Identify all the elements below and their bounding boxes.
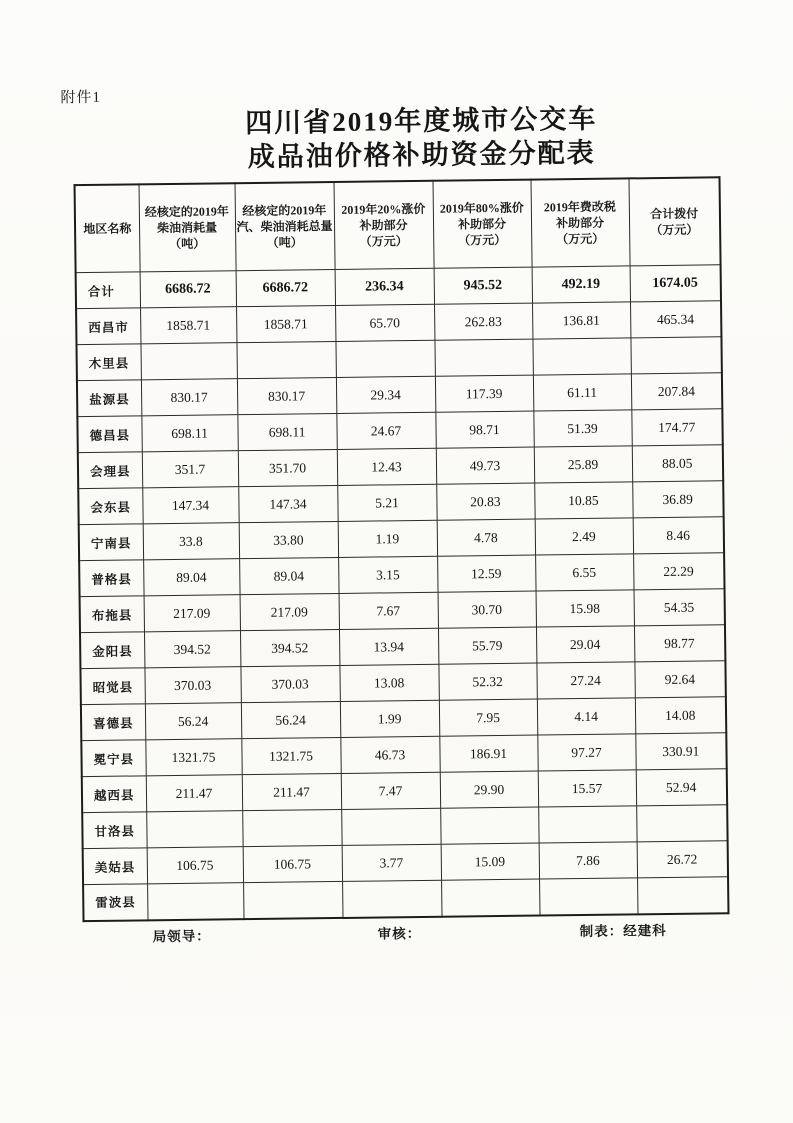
value-cell: 3.77: [342, 844, 441, 881]
value-cell: 174.77: [631, 409, 722, 446]
column-header-line: 2019年费改税: [543, 199, 616, 215]
value-cell: [146, 811, 242, 848]
value-cell: 33.8: [143, 523, 239, 560]
value-cell: [236, 341, 335, 378]
value-cell: 22.29: [633, 553, 724, 590]
region-cell: 昭觉县: [80, 668, 144, 705]
value-cell: 55.79: [438, 627, 536, 664]
column-header-line: 地区名称: [83, 221, 132, 237]
value-cell: 698.11: [141, 415, 237, 452]
column-header: [433, 180, 532, 269]
value-cell: 1858.71: [236, 305, 335, 342]
table-body: [76, 265, 729, 921]
value-cell: 5.21: [337, 484, 436, 521]
region-cell: 合计: [76, 272, 140, 309]
value-cell: 52.32: [438, 663, 536, 700]
value-cell: 351.70: [238, 449, 337, 486]
value-cell: 1.19: [338, 520, 437, 557]
value-cell: [242, 809, 341, 846]
value-cell: 7.67: [339, 592, 438, 629]
value-cell: 136.81: [532, 302, 630, 339]
column-header-line: （吨）: [169, 236, 206, 252]
value-cell: 89.04: [143, 559, 239, 596]
value-cell: 117.39: [435, 375, 533, 412]
preparer-label: 制表：经建科: [579, 922, 667, 940]
value-cell: [636, 805, 727, 842]
value-cell: 211.47: [146, 775, 242, 812]
column-header: [235, 182, 335, 271]
column-header-line: 经核定的2019年: [144, 204, 229, 220]
value-cell: 15.98: [536, 590, 634, 627]
value-cell: 33.80: [239, 521, 338, 558]
region-cell: 西昌市: [76, 308, 140, 345]
value-cell: 106.75: [147, 847, 243, 884]
value-cell: 2.49: [535, 518, 633, 555]
value-cell: 394.52: [240, 629, 339, 666]
value-cell: 65.70: [335, 304, 434, 341]
value-cell: [341, 808, 440, 845]
column-header-line: 补助部分: [359, 218, 408, 233]
value-cell: 8.46: [633, 517, 724, 554]
value-cell: 92.64: [634, 661, 725, 698]
value-cell: 27.24: [536, 662, 634, 699]
value-cell: 217.09: [240, 593, 339, 630]
value-cell: 61.11: [533, 374, 631, 411]
value-cell: 945.52: [434, 267, 532, 304]
value-cell: [539, 878, 637, 915]
value-cell: [441, 879, 539, 916]
review-signature-label: 审核：: [377, 925, 422, 942]
value-cell: 51.39: [533, 410, 631, 447]
value-cell: 29.90: [440, 771, 538, 808]
value-cell: 6686.72: [140, 271, 236, 308]
value-cell: 698.11: [237, 413, 336, 450]
value-cell: [538, 806, 636, 843]
value-cell: 7.86: [539, 842, 637, 879]
region-cell: 越西县: [82, 776, 146, 813]
column-header: [629, 177, 721, 266]
region-cell: 德昌县: [77, 416, 141, 453]
region-cell: 普格县: [79, 560, 143, 597]
value-cell: 15.57: [538, 770, 636, 807]
value-cell: 25.89: [534, 446, 632, 483]
table-row: [83, 877, 728, 921]
value-cell: 49.73: [436, 447, 534, 484]
value-cell: 330.91: [635, 733, 726, 770]
value-cell: 394.52: [144, 631, 240, 668]
column-header-line: 补助部分: [555, 215, 605, 231]
value-cell: 52.94: [636, 769, 727, 806]
column-header-line: 柴油消耗量: [156, 220, 218, 236]
value-cell: 830.17: [141, 379, 237, 416]
allocation-table: [74, 176, 730, 921]
column-header-line: 2019年20%涨价: [341, 201, 426, 217]
value-cell: 1674.05: [630, 265, 721, 302]
column-header-line: （万元）: [458, 232, 507, 248]
value-cell: 1321.75: [241, 737, 340, 774]
value-cell: 98.77: [634, 625, 725, 662]
value-cell: 4.14: [537, 698, 635, 735]
table-header-row: [75, 177, 721, 272]
value-cell: [140, 343, 236, 380]
value-cell: 217.09: [144, 595, 240, 632]
value-cell: 20.83: [436, 483, 534, 520]
value-cell: 29.04: [536, 626, 634, 663]
region-cell: 甘洛县: [82, 812, 146, 849]
region-cell: 喜德县: [81, 704, 145, 741]
column-header: [531, 178, 630, 267]
value-cell: 6686.72: [236, 269, 335, 306]
value-cell: 1858.71: [140, 307, 236, 344]
value-cell: 7.47: [341, 772, 440, 809]
column-header-line: （吨）: [266, 235, 303, 250]
value-cell: 3.15: [338, 556, 437, 593]
column-header: [334, 181, 434, 270]
attachment-label: 附件1: [60, 89, 102, 107]
value-cell: 56.24: [241, 701, 340, 738]
column-header: [139, 183, 236, 272]
column-header-line: 经核定的2019年: [242, 203, 327, 219]
region-cell: 宁南县: [79, 524, 143, 561]
value-cell: 6.55: [535, 554, 633, 591]
column-header-line: 汽、柴油消耗总量: [236, 219, 333, 235]
region-cell: 冕宁县: [81, 740, 145, 777]
value-cell: [243, 881, 342, 918]
region-cell: 雷波县: [83, 884, 147, 921]
value-cell: 830.17: [237, 377, 336, 414]
value-cell: [147, 883, 243, 920]
leader-signature-label: 局领导：: [152, 928, 211, 945]
value-cell: [440, 807, 538, 844]
value-cell: [335, 340, 434, 377]
value-cell: 262.83: [434, 303, 532, 340]
region-cell: 金阳县: [80, 632, 144, 669]
value-cell: 13.08: [339, 664, 438, 701]
value-cell: 13.94: [339, 628, 438, 665]
value-cell: 1.99: [340, 700, 439, 737]
value-cell: [342, 880, 441, 917]
value-cell: 29.34: [336, 376, 435, 413]
column-header: [75, 184, 140, 272]
value-cell: 10.85: [534, 482, 632, 519]
title-line-1: 四川省2019年度城市公交车: [245, 103, 598, 139]
value-cell: 12.59: [437, 555, 535, 592]
value-cell: 56.24: [145, 703, 241, 740]
region-cell: 会东县: [78, 488, 142, 525]
value-cell: 147.34: [238, 485, 337, 522]
value-cell: 30.70: [438, 591, 536, 628]
value-cell: 89.04: [239, 557, 338, 594]
region-cell: 木里县: [76, 344, 140, 381]
value-cell: 1321.75: [145, 739, 241, 776]
value-cell: 106.75: [243, 845, 342, 882]
document-title: [55, 99, 789, 176]
value-cell: 97.27: [537, 734, 635, 771]
value-cell: [532, 338, 630, 375]
value-cell: 147.34: [142, 487, 238, 524]
column-header-line: 补助部分: [457, 216, 507, 232]
value-cell: 236.34: [335, 268, 434, 305]
value-cell: 88.05: [632, 445, 723, 482]
value-cell: 14.08: [635, 697, 726, 734]
value-cell: 370.03: [144, 667, 240, 704]
column-header-line: （万元）: [556, 231, 605, 247]
region-cell: 会理县: [78, 452, 142, 489]
value-cell: 26.72: [637, 841, 728, 878]
value-cell: 24.67: [336, 412, 435, 449]
value-cell: [434, 339, 532, 376]
value-cell: 46.73: [340, 736, 439, 773]
value-cell: 12.43: [337, 448, 436, 485]
column-header-line: 2019年80%涨价: [439, 200, 524, 216]
value-cell: 207.84: [631, 373, 722, 410]
column-header-line: （万元）: [650, 222, 699, 238]
value-cell: 36.89: [632, 481, 723, 518]
region-cell: 盐源县: [77, 380, 141, 417]
table-head: [75, 177, 721, 272]
value-cell: 7.95: [439, 699, 537, 736]
column-header-line: 合计拨付: [650, 206, 699, 222]
value-cell: 351.7: [142, 451, 238, 488]
region-cell: 布拖县: [80, 596, 144, 633]
value-cell: 186.91: [439, 735, 537, 772]
column-header-line: （万元）: [359, 234, 408, 249]
value-cell: [637, 877, 728, 914]
value-cell: 370.03: [240, 665, 339, 702]
value-cell: 492.19: [532, 266, 630, 303]
value-cell: [630, 337, 721, 374]
value-cell: 211.47: [242, 773, 341, 810]
value-cell: 465.34: [630, 301, 721, 338]
value-cell: 4.78: [437, 519, 535, 556]
value-cell: 54.35: [634, 589, 725, 626]
value-cell: 15.09: [441, 843, 539, 880]
value-cell: 98.71: [435, 411, 533, 448]
title-line-2: 成品油价格补助资金分配表: [247, 137, 596, 173]
region-cell: 美姑县: [83, 848, 147, 885]
